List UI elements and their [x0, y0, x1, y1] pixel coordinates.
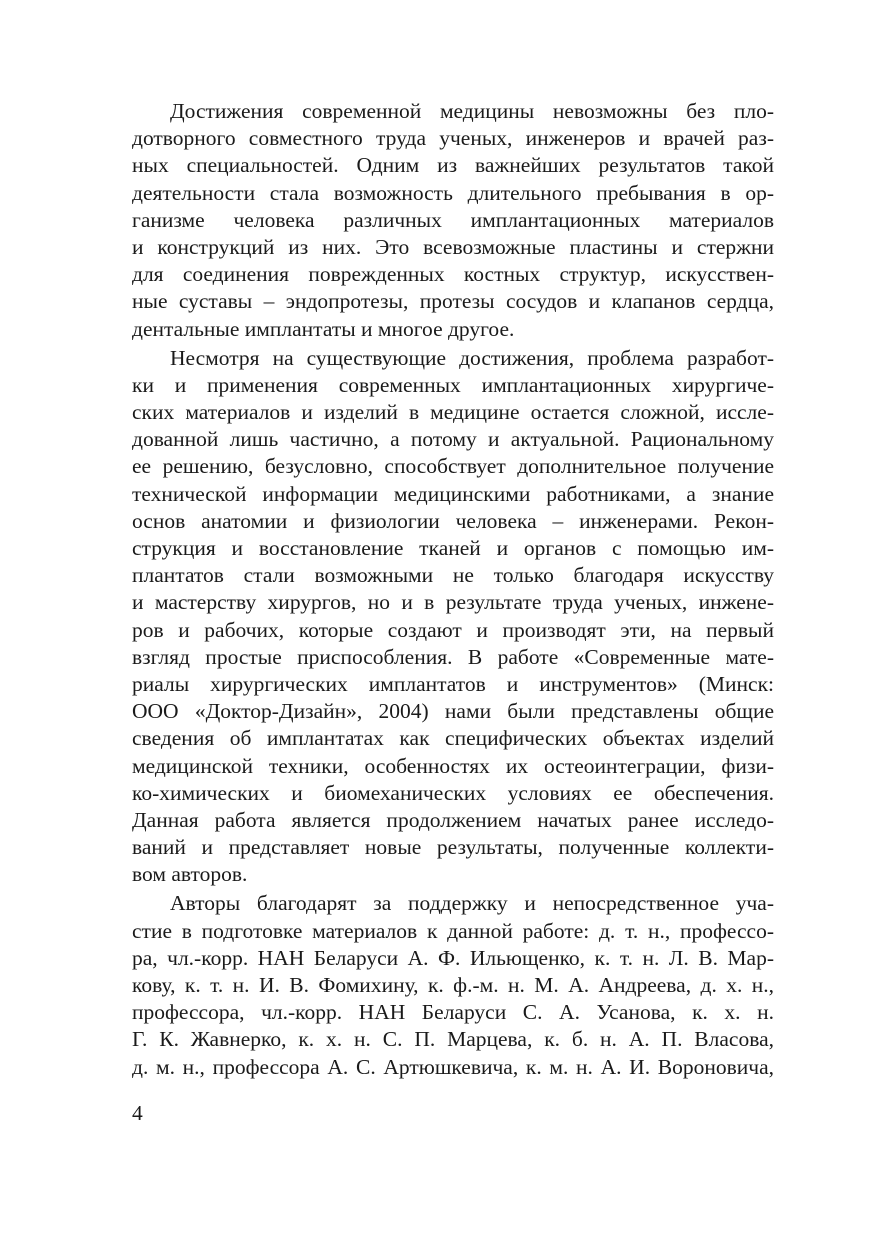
- paragraph-line: ных специальностей. Одним из важнейших результатов такой: [132, 153, 774, 178]
- paragraph-line: плантатов стали возможными не только благодаря искусству: [132, 563, 774, 588]
- paragraph-2: [132, 345, 774, 889]
- paragraph-line: ки и применения современных имплантационных хирургиче-: [132, 372, 774, 397]
- paragraph-line: ко-химических и биомеханических условиях ее обеспечения.: [132, 780, 774, 805]
- paragraph-line: струкция и восстановление тканей и органов с помощью им-: [132, 536, 774, 560]
- paragraph-line: и конструкций из них. Это всевозможные пластины и стержни: [132, 234, 774, 259]
- paragraph-3: [132, 890, 774, 1080]
- paragraph-line: профессора, чл.-корр. НАН Беларуси С. А. Усанова, к. х. н.: [132, 1000, 774, 1025]
- paragraph-line: ООО «Доктор-Дизайн», 2004) нами были представлены общие: [132, 699, 774, 724]
- paragraph-line: дотворного совместного труда ученых, инженеров и врачей раз-: [132, 126, 774, 151]
- paragraph-line: для соединения поврежденных костных структур, искусствен-: [132, 262, 774, 287]
- paragraph-line: Авторы благодарят за поддержку и непосредственное уча-: [170, 891, 774, 916]
- paragraph-line: медицинской техники, особенностях их остеоинтеграции, физи-: [132, 753, 774, 778]
- paragraph-line: ра, чл.-корр. НАН Беларуси А. Ф. Ильющенко, к. т. н. Л. В. Мар-: [132, 945, 774, 970]
- paragraph-line: взгляд простые приспособления. В работе «Современные мате-: [132, 644, 774, 669]
- paragraph-line: Несмотря на существующие достижения, проблема разработ-: [170, 345, 774, 370]
- paragraph-line: Достижения современной медицины невозможны без пло-: [170, 99, 774, 123]
- paragraph-line: ских материалов и изделий в медицине остается сложной, иссле-: [132, 400, 774, 425]
- paragraph-line: ваний и представляет новые результаты, полученные коллекти-: [132, 835, 774, 860]
- paragraph-line: ее решению, безусловно, способствует дополнительное получение: [132, 454, 774, 479]
- paragraph-line: дованной лишь частично, а потому и актуальной. Рациональному: [132, 427, 774, 452]
- paragraph-line: д. м. н., профессора А. С. Артюшкевича, к. м. н. А. И. Вороновича,: [132, 1054, 774, 1079]
- paragraph-line: Данная работа является продолжением начатых ранее исследо-: [132, 807, 774, 832]
- paragraph-line: технической информации медицинскими работниками, а знание: [132, 481, 774, 506]
- paragraph-line: риалы хирургических имплантатов и инструментов» (Минск:: [132, 671, 774, 696]
- paragraph-line: стие в подготовке материалов к данной работе: д. т. н., профессо-: [132, 918, 774, 943]
- paragraph-line: и мастерству хирургов, но и в результате труда ученых, инжене-: [132, 590, 774, 615]
- page-number: 4: [132, 1101, 143, 1125]
- paragraph-line: Г. К. Жавнерко, к. х. н. С. П. Марцева, к. б. н. А. П. Власова,: [132, 1027, 774, 1052]
- paragraph-line: ные суставы – эндопротезы, протезы сосудов и клапанов сердца,: [132, 289, 774, 314]
- paragraph-line: кову, к. т. н. И. В. Фомихину, к. ф.-м. н. М. А. Андреева, д. х. н.,: [132, 973, 774, 997]
- paragraph-line: сведения об имплантатах как специфических объектах изделий: [132, 726, 774, 751]
- paragraph-line: ганизме человека различных имплантационных материалов: [132, 207, 774, 232]
- page-body: [132, 98, 774, 1081]
- paragraph-1: [132, 98, 774, 343]
- paragraph-line: ров и рабочих, которые создают и производят эти, на первый: [132, 617, 774, 642]
- paragraph-line: основ анатомии и физиологии человека – инженерами. Рекон-: [132, 508, 774, 533]
- paragraph-line: вом авторов.: [132, 862, 248, 887]
- paragraph-line: деятельности стала возможность длительного пребывания в ор-: [132, 180, 774, 205]
- paragraph-line: дентальные имплантаты и многое другое.: [132, 316, 515, 341]
